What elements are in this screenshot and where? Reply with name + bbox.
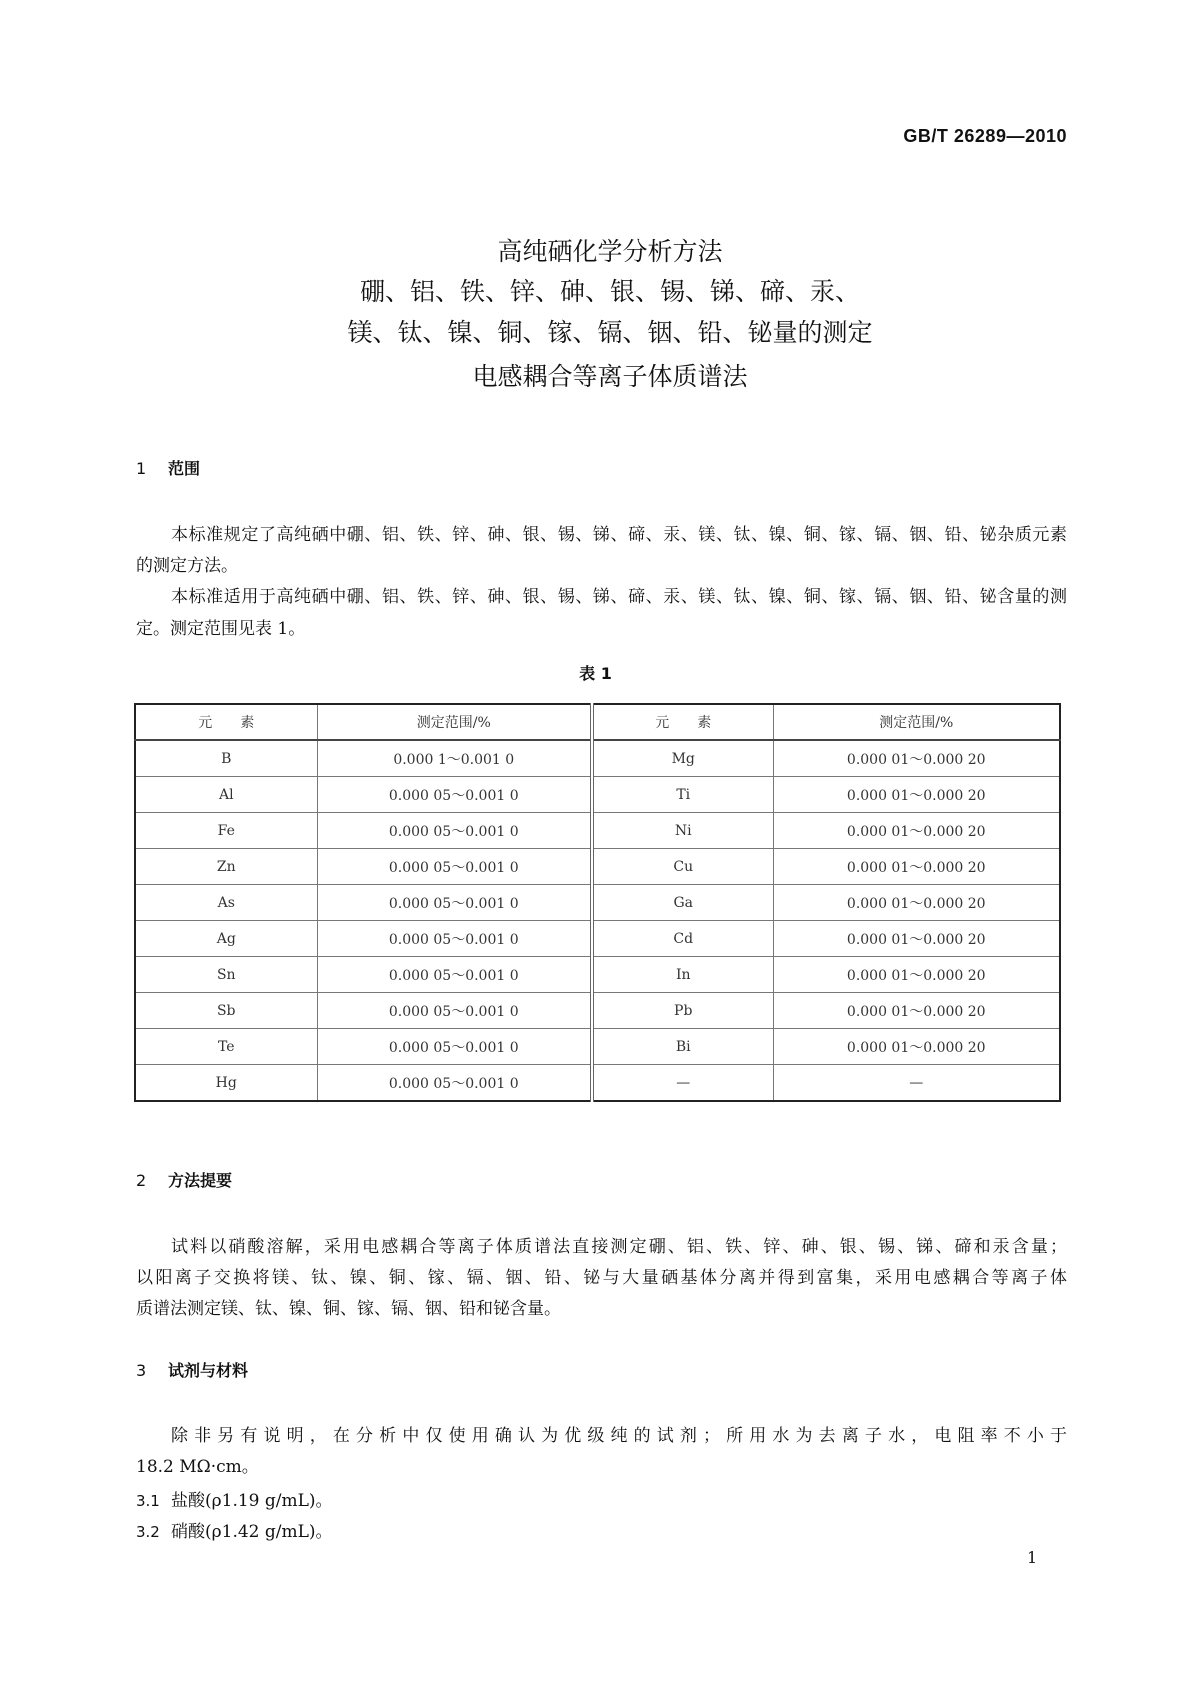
paragraph-line: 以阳离子交换将镁、钛、镍、铜、镓、镉、铟、铅、铋与大量硒基体分离并得到富集，采用电感耦合等离子体: [136, 1268, 1067, 1288]
range-cell: 0.000 01～0.000 20: [773, 885, 1060, 921]
item-number: 3.2: [136, 1523, 160, 1541]
table-header-row: [135, 704, 1060, 740]
range-cell: 0.000 05～0.001 0: [317, 813, 592, 849]
table-row: [135, 993, 1060, 1029]
section-title: 范围: [168, 459, 201, 478]
element-cell: —: [592, 1065, 773, 1102]
range-cell: 0.000 05～0.001 0: [317, 849, 592, 885]
title-line-1: 高纯硒化学分析方法: [497, 237, 723, 266]
range-cell: 0.000 05～0.001 0: [317, 957, 592, 993]
element-cell: Pb: [592, 993, 773, 1029]
title-line-3: 镁、钛、镍、铜、镓、镉、铟、铅、铋量的测定: [347, 318, 873, 347]
item-text: 盐酸(ρ1.19 g/mL)。: [171, 1491, 333, 1511]
section-2-heading: [136, 1168, 232, 1191]
header-range: 测定范围/%: [773, 704, 1060, 740]
table-row: [135, 921, 1060, 957]
title-line-4: 电感耦合等离子体质谱法: [472, 362, 748, 391]
range-table: [134, 703, 1061, 1102]
paragraph-line: 本标准适用于高纯硒中硼、铝、铁、锌、砷、银、锡、锑、碲、汞、镁、钛、镍、铜、镓、镉、铟、铅、铋含量的测: [171, 587, 1067, 607]
section-number: 2: [136, 1171, 147, 1190]
paragraph-line: 18.2 MΩ·cm。: [136, 1457, 259, 1477]
table-row: [135, 777, 1060, 813]
header-element: 元 素: [135, 704, 317, 740]
section-number: 3: [136, 1361, 147, 1380]
table-row: [135, 740, 1060, 777]
element-cell: In: [592, 957, 773, 993]
element-cell: Zn: [135, 849, 317, 885]
item-text: 硝酸(ρ1.42 g/mL)。: [171, 1522, 333, 1542]
range-cell: 0.000 01～0.000 20: [773, 1029, 1060, 1065]
element-cell: Ga: [592, 885, 773, 921]
section-3-heading: [136, 1358, 248, 1381]
item-3-2: [136, 1517, 1067, 1542]
range-cell: 0.000 05～0.001 0: [317, 1065, 592, 1102]
range-cell: 0.000 01～0.000 20: [773, 777, 1060, 813]
element-cell: Mg: [592, 740, 773, 777]
paragraph-line: 定。测定范围见表 1。: [136, 619, 306, 639]
range-cell: 0.000 05～0.001 0: [317, 1029, 592, 1065]
range-cell: 0.000 05～0.001 0: [317, 921, 592, 957]
element-cell: As: [135, 885, 317, 921]
header-range: 测定范围/%: [317, 704, 592, 740]
range-cell: 0.000 01～0.000 20: [773, 957, 1060, 993]
element-cell: Ni: [592, 813, 773, 849]
table-caption: 表 1: [579, 664, 612, 683]
element-cell: Cd: [592, 921, 773, 957]
paragraph-line: 质谱法测定镁、钛、镍、铜、镓、镉、铟、铅和铋含量。: [136, 1299, 561, 1319]
range-cell: 0.000 05～0.001 0: [317, 993, 592, 1029]
title-line-2: 硼、铝、铁、锌、砷、银、锡、锑、碲、汞、: [359, 277, 860, 306]
range-cell: 0.000 01～0.000 20: [773, 921, 1060, 957]
range-cell: —: [773, 1065, 1060, 1102]
table-row: [135, 813, 1060, 849]
table-row: [135, 957, 1060, 993]
element-cell: Ti: [592, 777, 773, 813]
header-element: 元 素: [592, 704, 773, 740]
item-number: 3.1: [136, 1492, 160, 1510]
range-cell: 0.000 01～0.000 20: [773, 740, 1060, 777]
element-cell: Hg: [135, 1065, 317, 1102]
range-cell: 0.000 05～0.001 0: [317, 885, 592, 921]
section-title: 方法提要: [168, 1171, 233, 1190]
range-cell: 0.000 1～0.001 0: [317, 740, 592, 777]
range-cell: 0.000 01～0.000 20: [773, 849, 1060, 885]
element-cell: Sn: [135, 957, 317, 993]
paragraph-line: 除非另有说明，在分析中仅使用确认为优级纯的试剂；所用水为去离子水，电阻率不小于: [171, 1426, 1067, 1446]
table-row: [135, 1065, 1060, 1102]
section-1-heading: [136, 456, 200, 479]
element-cell: Te: [135, 1029, 317, 1065]
table-row: [135, 849, 1060, 885]
paragraph-line: 的测定方法。: [136, 556, 238, 576]
range-cell: 0.000 05～0.001 0: [317, 777, 592, 813]
table-row: [135, 1029, 1060, 1065]
section-number: 1: [136, 459, 147, 478]
element-cell: Al: [135, 777, 317, 813]
page-number: 1: [1027, 1548, 1038, 1567]
element-cell: Ag: [135, 921, 317, 957]
range-cell: 0.000 01～0.000 20: [773, 993, 1060, 1029]
paragraph-line: 本标准规定了高纯硒中硼、铝、铁、锌、砷、银、锡、锑、碲、汞、镁、钛、镍、铜、镓、镉、铟、铅、铋杂质元素: [171, 525, 1067, 545]
range-cell: 0.000 01～0.000 20: [773, 813, 1060, 849]
element-cell: Sb: [135, 993, 317, 1029]
element-cell: Bi: [592, 1029, 773, 1065]
section-title: 试剂与材料: [168, 1361, 249, 1380]
element-cell: Fe: [135, 813, 317, 849]
element-cell: B: [135, 740, 317, 777]
element-cell: Cu: [592, 849, 773, 885]
table-row: [135, 885, 1060, 921]
item-3-1: [136, 1486, 1067, 1511]
paragraph-line: 试料以硝酸溶解，采用电感耦合等离子体质谱法直接测定硼、铝、铁、锌、砷、银、锡、锑、碲和汞含量；: [171, 1237, 1067, 1257]
standard-number: GB/T 26289—2010: [903, 126, 1067, 146]
